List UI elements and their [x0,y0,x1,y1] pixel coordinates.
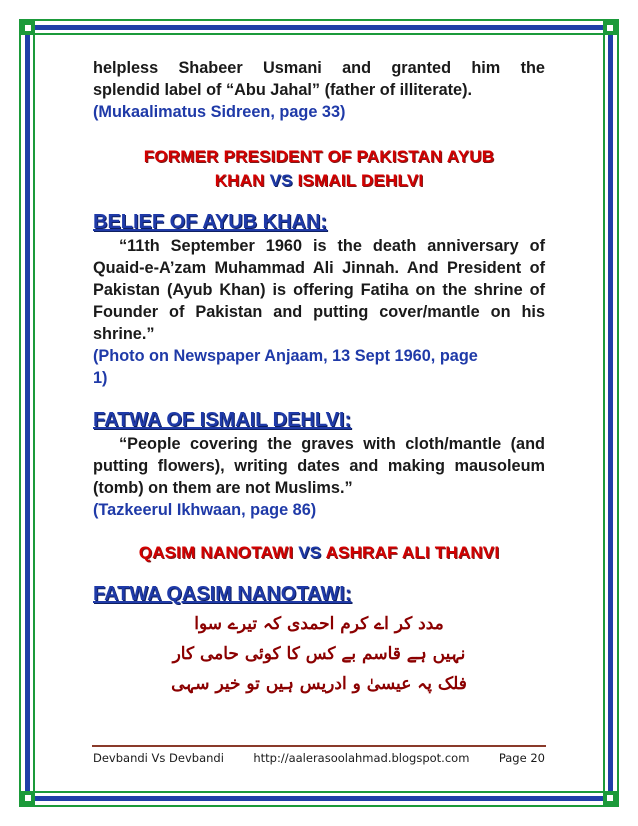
footer-page-number: Page 20 [498,751,545,765]
corner-ornament-bottom-left [21,791,35,805]
urdu-verse-2: نہیں ہے قاسم بے کس کا کوئی حامی کار [172,644,466,664]
body-line-1: helpless Shabeer Usmani and granted him the [93,59,545,77]
urdu-verse-3: فلک پہ عیسیٰ و ادریس ہیں تو خیر سہی [171,674,467,694]
heading-vs: VS [269,171,293,190]
heading-qasim-vs-ashraf [93,541,545,565]
urdu-verse-1: مدد کر اے کرم احمدی کہ تیرے سوا [194,614,444,634]
corner-ornament-top-right [603,21,617,35]
footer-url: http://aalerasoolahmad.blogspot.com [253,751,470,765]
heading-qasim-nanotawi: QASIM NANOTAWI [138,543,294,562]
reference-tazkeerul: (Tazkeerul Ikhwaan, page 86) [93,501,317,519]
heading-line-1: FORMER PRESIDENT OF PAKISTAN AYUB [143,147,495,166]
footer-title: Devbandi Vs Devbandi [93,751,224,765]
heading-vs-2: VS [298,543,322,562]
heading-line-2 [93,169,545,193]
corner-ornament-top-left [21,21,35,35]
reference-mukaalimatus: (Mukaalimatus Sidreen, page 33) [93,103,346,121]
section-fatwa-ismail-dehlvi: FATWA OF ISMAIL DEHLVI: [93,409,352,431]
page-content [93,57,545,699]
corner-ornament-bottom-right [603,791,617,805]
footer-divider [92,745,546,747]
section-fatwa-qasim-nanotawi: FATWA QASIM NANOTAWI: [93,583,352,605]
section-belief-of-ayub-khan: BELIEF OF AYUB KHAN: [93,211,328,233]
body-line-2: splendid label of “Abu Jahal” (father of illiterate). [93,81,473,99]
heading-ayub-vs-ismail [93,145,545,193]
fatwa-ismail-quote: “People covering the graves with cloth/mantle (and putting flowers), writing dates and making mausoleum (tomb) on them are not Muslims.” [93,435,545,497]
reference-anjaam: (Photo on Newspaper Anjaam, 13 Sept 1960, page 1) [93,347,478,387]
heading-ayub-khan: KHAN [214,171,265,190]
page-footer [93,751,545,765]
heading-ismail-dehlvi: ISMAIL DEHLVI [297,171,424,190]
belief-quote: “11th September 1960 is the death anniversary of Quaid-e-A’zam Muhammad Ali Jinnah. And President of Pakistan (Ayub Khan) is offering Fatiha on the shrine of Founder of Pakistan and putting cover/mantle on his shrine.” [93,237,545,343]
heading-ashraf-ali-thanvi: ASHRAF ALI THANVI [325,543,500,562]
